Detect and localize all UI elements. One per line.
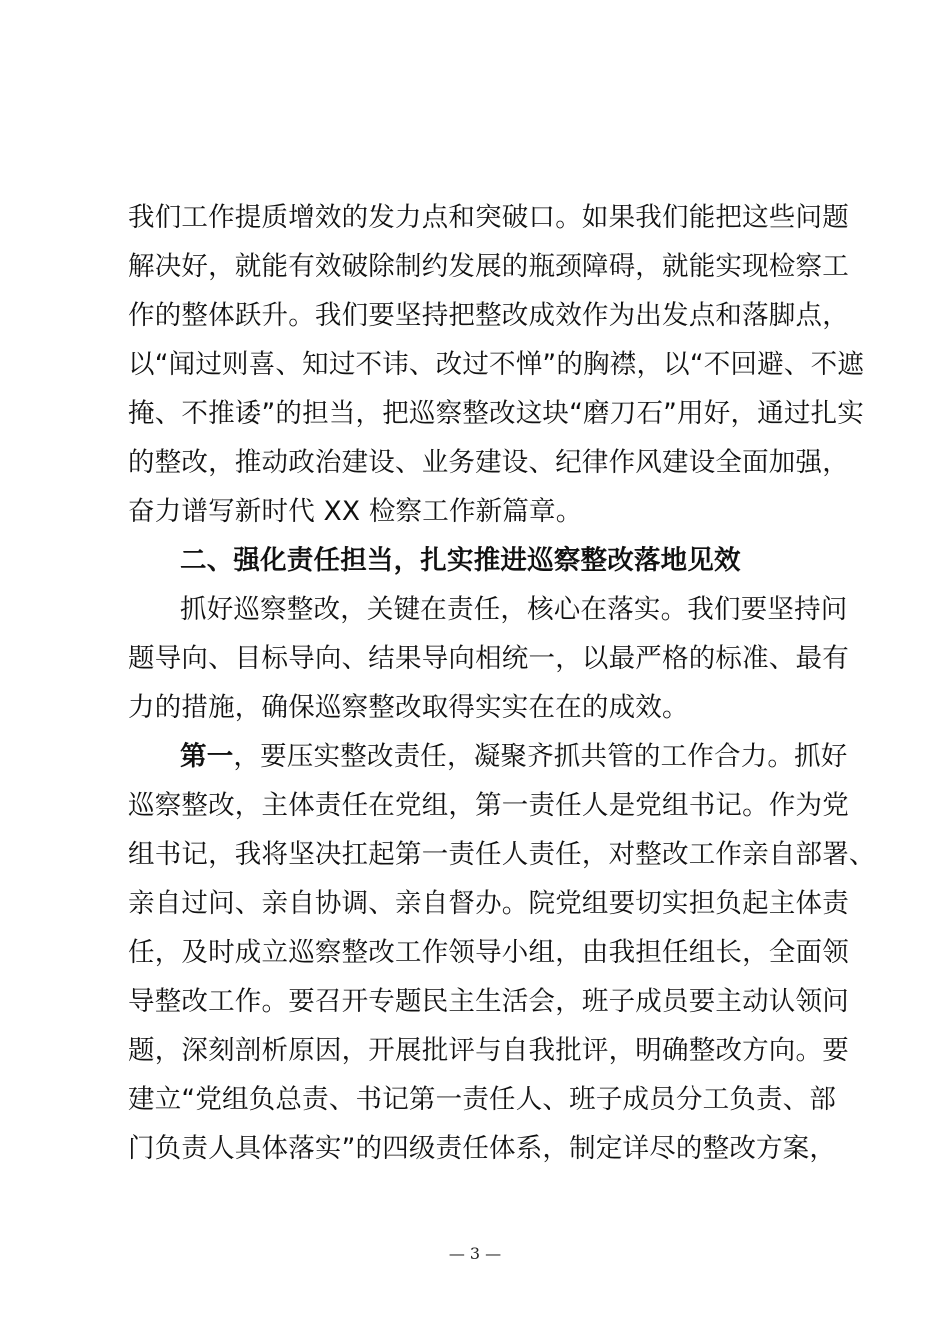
text-line-lead [128,732,848,781]
text-line: 巡察整改，主体责任在党组，第一责任人是党组书记。作为党 [128,790,849,821]
paragraph [128,585,849,732]
paragraph-continuation [128,193,864,536]
text-line: 导整改工作。要召开专题民主生活会，班子成员要主动认领问 [128,986,849,1017]
text-line: 的整改，推动政治建设、业务建设、纪律作风建设全面加强， [128,447,849,478]
text-line: 掩、不推诿”的担当，把巡察整改这块“磨刀石”用好，通过扎实 [128,398,864,429]
paragraph [128,732,876,1173]
text-line: 力的措施，确保巡察整改取得实实在在的成效。 [128,692,689,723]
text-line: 题导向、目标导向、结果导向相统一，以最严格的标准、最有 [128,643,849,674]
text-line: 作的整体跃升。我们要坚持把整改成效作为出发点和落脚点， [128,300,849,331]
text-line: 以“闻过则喜、知过不讳、改过不惮”的胸襟，以“不回避、不遮 [128,349,864,380]
text-line: 任，及时成立巡察整改工作领导小组，由我担任组长，全面领 [128,937,849,968]
text-line: 门负责人具体落实”的四级责任体系，制定详尽的整改方案， [128,1133,837,1164]
text-line: 亲自过问、亲自协调、亲自督办。院党组要切实担负起主体责 [128,888,849,919]
text-line: 组书记，我将坚决扛起第一责任人责任，对整改工作亲自部署、 [128,839,876,870]
text-line: 解决好，就能有效破除制约发展的瓶颈障碍，就能实现检察工 [128,251,849,282]
text-line: 抓好巡察整改，关键在责任，核心在落实。我们要坚持问 [180,594,848,625]
text-line: 建立“党组负总责、书记第一责任人、班子成员分工负责、部 [128,1084,837,1115]
page-number: — 3 — [448,1244,502,1263]
lead-bold-text: 第一 [180,741,234,772]
document-body [128,193,876,1173]
text-line: 我们工作提质增效的发力点和突破口。如果我们能把这些问题 [128,202,849,233]
section-heading: 二、强化责任担当，扎实推进巡察整改落地见效 [180,545,741,576]
text-line: 题，深刻剖析原因，开展批评与自我批评，明确整改方向。要 [128,1035,849,1066]
lead-rest-text: ，要压实整改责任，凝聚齐抓共管的工作合力。抓好 [233,741,848,772]
text-line: 奋力谱写新时代 XX 检察工作新篇章。 [128,496,583,527]
